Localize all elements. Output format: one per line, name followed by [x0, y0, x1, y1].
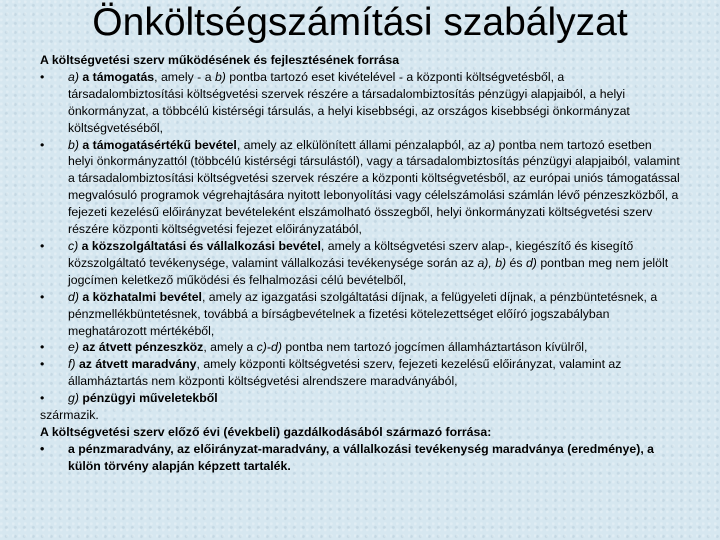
item-term: a közhatalmi bevétel	[82, 289, 202, 304]
item-term: a közszolgáltatási és vállalkozási bevétel	[81, 238, 321, 253]
item-text: , amely a	[203, 340, 257, 355]
item-term: az átvett pénzeszköz	[82, 340, 204, 355]
item-letter: a)	[68, 69, 79, 84]
list-item-b	[40, 137, 680, 238]
section-heading-source: A költségvetési szerv működésének és fejlesztésének forrása	[40, 53, 400, 67]
item-term: a támogatás	[82, 69, 155, 84]
item-letter: c)	[68, 238, 79, 253]
bullet-icon: •	[40, 137, 45, 152]
document-body	[40, 52, 680, 475]
item-term: pénzügyi műveletekből	[82, 391, 218, 406]
item-ref: d)	[525, 255, 537, 270]
bullet-icon: •	[40, 357, 45, 372]
trailing-text: származik.	[40, 408, 99, 423]
list-item-g	[40, 390, 680, 407]
item-term: a támogatásértékű bevétel	[82, 137, 237, 152]
item-text: pontba nem tartozó jogcímen államháztartáson kívülről,	[281, 340, 588, 355]
item-term: az átvett maradvány	[78, 357, 197, 372]
item-ref: c)-d)	[256, 340, 282, 355]
bullet-icon: •	[40, 289, 45, 304]
item-text: pontba tartozó eset kivételével - a központi költségvetésből, a társadalombiztosítási költségvetési szervek részére a társadalombiztosítás pénzügyi alapjaiból, a helyi önkormányzat, a többcélú kistérségi társulás, a helyi kisebbségi, az országos kisebbségi önkormányzat költségvetéséből,	[68, 69, 630, 135]
list-item-c	[40, 238, 680, 289]
item-ref: a)	[484, 137, 496, 152]
item-ref: a), b)	[477, 255, 507, 270]
item-letter: e)	[68, 340, 79, 355]
item-text: és	[506, 255, 526, 270]
item-ref: b)	[214, 69, 226, 84]
section-heading-previous-year: A költségvetési szerv előző évi (évekbeli) gazdálkodásából származó forrása:	[40, 424, 492, 439]
list-item-d	[40, 289, 680, 340]
item-text: , amely az igazgatási szolgáltatási díjnak, a felügyeleti díjnak, a pénzbüntetésnek, a pénzmellékbüntetésnek, továbbá a bírságbevételnek a fizetési kötelezettséget előíró jogszabályban meghatározott mértékéből,	[68, 289, 658, 338]
list-item-remainder	[40, 441, 680, 475]
bullet-icon: •	[40, 69, 45, 84]
item-letter: f)	[68, 357, 76, 372]
list-item-e	[40, 339, 680, 356]
item-text: , amely az elkülönített állami pénzalapból, az	[236, 137, 485, 152]
bullet-icon: •	[40, 340, 45, 355]
item-text: pontba nem tartozó esetben helyi önkormányzattól (többcélú kistérségi társulástól), vagy a társadalombiztosítás pénzügyi alapjaiból, valamint a társadalombiztosítási költségvetési szervek részére a központi költségvetésből, az európai uniós támogatással megvalósuló programok végrehajtására nyitott lebonyolítási vagy célelszámolási számlán lévő pénzeszközből, a fejezeti kezelésű előirányzat bevételeként elszámolható összegből, helyi önkormányzati költségvetési szerv részére központi költségvetési fejezet előirányzatából,	[68, 137, 680, 237]
list-item-a	[40, 69, 680, 137]
bullet-icon: •	[40, 441, 45, 456]
item-text: pontban meg nem jelölt jogcímen keletkező működési és felhalmozási célú bevételből,	[68, 255, 669, 287]
item-text: , amely - a	[154, 69, 215, 84]
bullet-icon: •	[40, 238, 45, 253]
item-letter: d)	[68, 289, 79, 304]
item-text: , amely a költségvetési szerv alap-, kiegészítő és kisegítő közszolgáltató tevékenysége, valamint vállalkozási tevékenysége során az	[68, 238, 634, 270]
item-letter: g)	[68, 391, 79, 406]
item-letter: b)	[68, 137, 79, 152]
bullet-icon: •	[40, 391, 45, 406]
item-text: a pénzmaradvány, az előirányzat-maradvány, a vállalkozási tevékenység maradványa (eredménye), a külön törvény alapján képzett tartalék.	[68, 441, 654, 473]
list-item-f	[40, 356, 680, 390]
item-text: , amely központi költségvetési szerv, fejezeti kezelésű előirányzat, valamint az államháztartás nem központi költségvetési alrendszere maradványából,	[68, 357, 622, 389]
page-title: Önköltségszámítási szabályzat	[92, 1, 628, 44]
